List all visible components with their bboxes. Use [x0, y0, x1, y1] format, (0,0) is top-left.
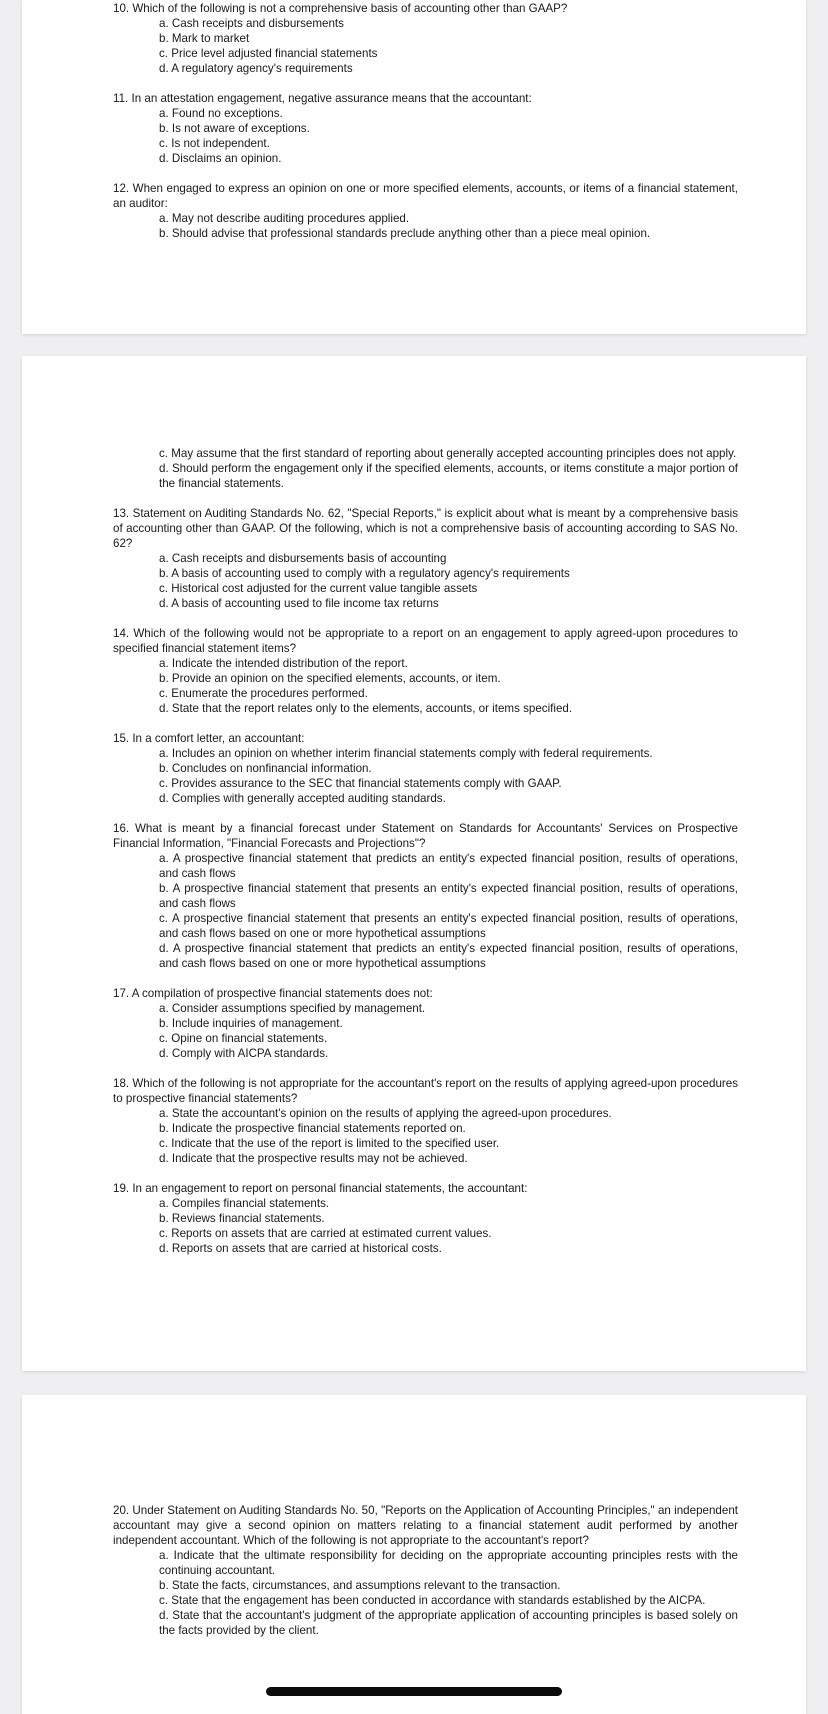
answer-option: c. Historical cost adjusted for the current value tangible assets: [159, 582, 478, 595]
answer-option: a. State the accountant's opinion on the results of applying the agreed-upon procedures.: [159, 1107, 612, 1120]
answer-option: c. Is not independent.: [159, 137, 270, 150]
question-stem: 12. When engaged to express an opinion on one or more specified elements, accounts, or items of a financial statement, an auditor:: [113, 182, 738, 210]
answer-option: a. Indicate that the ultimate responsibility for deciding on the appropriate accounting principles rests with the continuing accountant.: [159, 1549, 738, 1577]
answer-option: d. Complies with generally accepted auditing standards.: [159, 792, 446, 805]
answer-option: d. A prospective financial statement that predicts an entity's expected financial position, results of operations, and cash flows based on one or more hypothetical assumptions: [159, 942, 738, 970]
answer-option: b. A basis of accounting used to comply with a regulatory agency's requirements: [159, 567, 570, 580]
question-13: [113, 506, 738, 611]
answer-option: b. A prospective financial statement that presents an entity's expected financial position, results of operations, and cash flows: [159, 882, 738, 910]
answer-option: c. State that the engagement has been conducted in accordance with standards established by the AICPA.: [159, 1594, 706, 1607]
question-stem: 14. Which of the following would not be appropriate to a report on an engagement to apply agreed-upon procedures to specified financial statement items?: [113, 627, 738, 655]
document-page-3: [22, 1395, 806, 1714]
answer-option: d. A regulatory agency's requirements: [159, 62, 353, 75]
question-stem: 13. Statement on Auditing Standards No. 62, "Special Reports," is explicit about what is meant by a comprehensive basis of accounting other than GAAP. Of the following, which is not a comprehensive basis of accounting according to SAS No. 62?: [113, 507, 738, 550]
home-indicator[interactable]: [266, 1687, 562, 1696]
answer-option: d. Indicate that the prospective results may not be achieved.: [159, 1152, 468, 1165]
question-16: [113, 821, 738, 971]
question-stem: 11. In an attestation engagement, negative assurance means that the accountant:: [113, 92, 532, 105]
question-stem: 19. In an engagement to report on personal financial statements, the accountant:: [113, 1182, 528, 1195]
answer-option: b. State the facts, circumstances, and assumptions relevant to the transaction.: [159, 1579, 561, 1592]
question-stem: 18. Which of the following is not appropriate for the accountant's report on the results of applying agreed-upon procedures to prospective financial statements?: [113, 1077, 738, 1105]
answer-option: b. Include inquiries of management.: [159, 1017, 343, 1030]
answer-option: a. Found no exceptions.: [159, 107, 283, 120]
answer-option: c. Enumerate the procedures performed.: [159, 687, 368, 700]
answer-option: c. Indicate that the use of the report is limited to the specified user.: [159, 1137, 500, 1150]
answer-option: d. Should perform the engagement only if the specified elements, accounts, or items constitute a major portion of the financial statements.: [159, 462, 738, 490]
answer-option: b. Concludes on nonfinancial information.: [159, 762, 372, 775]
answer-option: c. May assume that the first standard of reporting about generally accepted accounting principles does not apply.: [159, 447, 737, 460]
question-10: [113, 1, 738, 76]
answer-option: b. Mark to market: [159, 32, 250, 45]
question-stem: 10. Which of the following is not a comprehensive basis of accounting other than GAAP?: [113, 2, 568, 15]
answer-option: c. A prospective financial statement that presents an entity's expected financial position, results of operations, and cash flows based on one or more hypothetical assumptions: [159, 912, 738, 940]
answer-option: c. Price level adjusted financial statements: [159, 47, 378, 60]
answer-option: a. May not describe auditing procedures applied.: [159, 212, 410, 225]
answer-option: a. Cash receipts and disbursements basis of accounting: [159, 552, 447, 565]
answer-option: a. Includes an opinion on whether interim financial statements comply with federal requirements.: [159, 747, 653, 760]
answer-option: b. Reviews financial statements.: [159, 1212, 325, 1225]
answer-option: d. Disclaims an opinion.: [159, 152, 282, 165]
question-stem: 16. What is meant by a financial forecast under Statement on Standards for Accountants' Services on Prospective Financial Information, "Financial Forecasts and Projections"?: [113, 822, 738, 850]
question-15: [113, 731, 738, 806]
answer-option: c. Provides assurance to the SEC that financial statements comply with GAAP.: [159, 777, 562, 790]
answer-option: a. Consider assumptions specified by management.: [159, 1002, 426, 1015]
answer-option: c. Reports on assets that are carried at estimated current values.: [159, 1227, 492, 1240]
question-stem: 15. In a comfort letter, an accountant:: [113, 732, 305, 745]
question-stem: 20. Under Statement on Auditing Standards No. 50, "Reports on the Application of Accounting Principles," an independent accountant may give a second opinion on matters relating to a financial statement audit performed by another independent accountant. Which of the following is not appropriate to the accountant's report?: [113, 1504, 738, 1547]
document-page-2: [22, 356, 806, 1371]
answer-option: a. A prospective financial statement that predicts an entity's expected financial position, results of operations, and cash flows: [159, 852, 738, 880]
answer-option: a. Compiles financial statements.: [159, 1197, 330, 1210]
answer-option: d. State that the report relates only to the elements, accounts, or items specified.: [159, 702, 573, 715]
answer-option: d. State that the accountant's judgment of the appropriate application of accounting principles is based solely on the facts provided by the client.: [159, 1609, 738, 1637]
answer-option: d. Reports on assets that are carried at historical costs.: [159, 1242, 442, 1255]
question-18: [113, 1076, 738, 1166]
question-11: [113, 91, 738, 166]
question-20: [113, 1503, 738, 1638]
question-12: [113, 181, 738, 241]
question-14: [113, 626, 738, 716]
question-19: [113, 1181, 738, 1256]
question-12-continued: [113, 446, 738, 491]
answer-option: b. Is not aware of exceptions.: [159, 122, 310, 135]
answer-option: c. Opine on financial statements.: [159, 1032, 328, 1045]
answer-option: d. Comply with AICPA standards.: [159, 1047, 329, 1060]
answer-option: b. Indicate the prospective financial statements reported on.: [159, 1122, 466, 1135]
question-stem: 17. A compilation of prospective financial statements does not:: [113, 987, 433, 1000]
answer-option: d. A basis of accounting used to file income tax returns: [159, 597, 439, 610]
answer-option: b. Should advise that professional standards preclude anything other than a piece meal opinion.: [159, 227, 651, 240]
document-page-1: [22, 0, 806, 334]
answer-option: b. Provide an opinion on the specified elements, accounts, or item.: [159, 672, 501, 685]
question-17: [113, 986, 738, 1061]
answer-option: a. Cash receipts and disbursements: [159, 17, 344, 30]
answer-option: a. Indicate the intended distribution of the report.: [159, 657, 408, 670]
